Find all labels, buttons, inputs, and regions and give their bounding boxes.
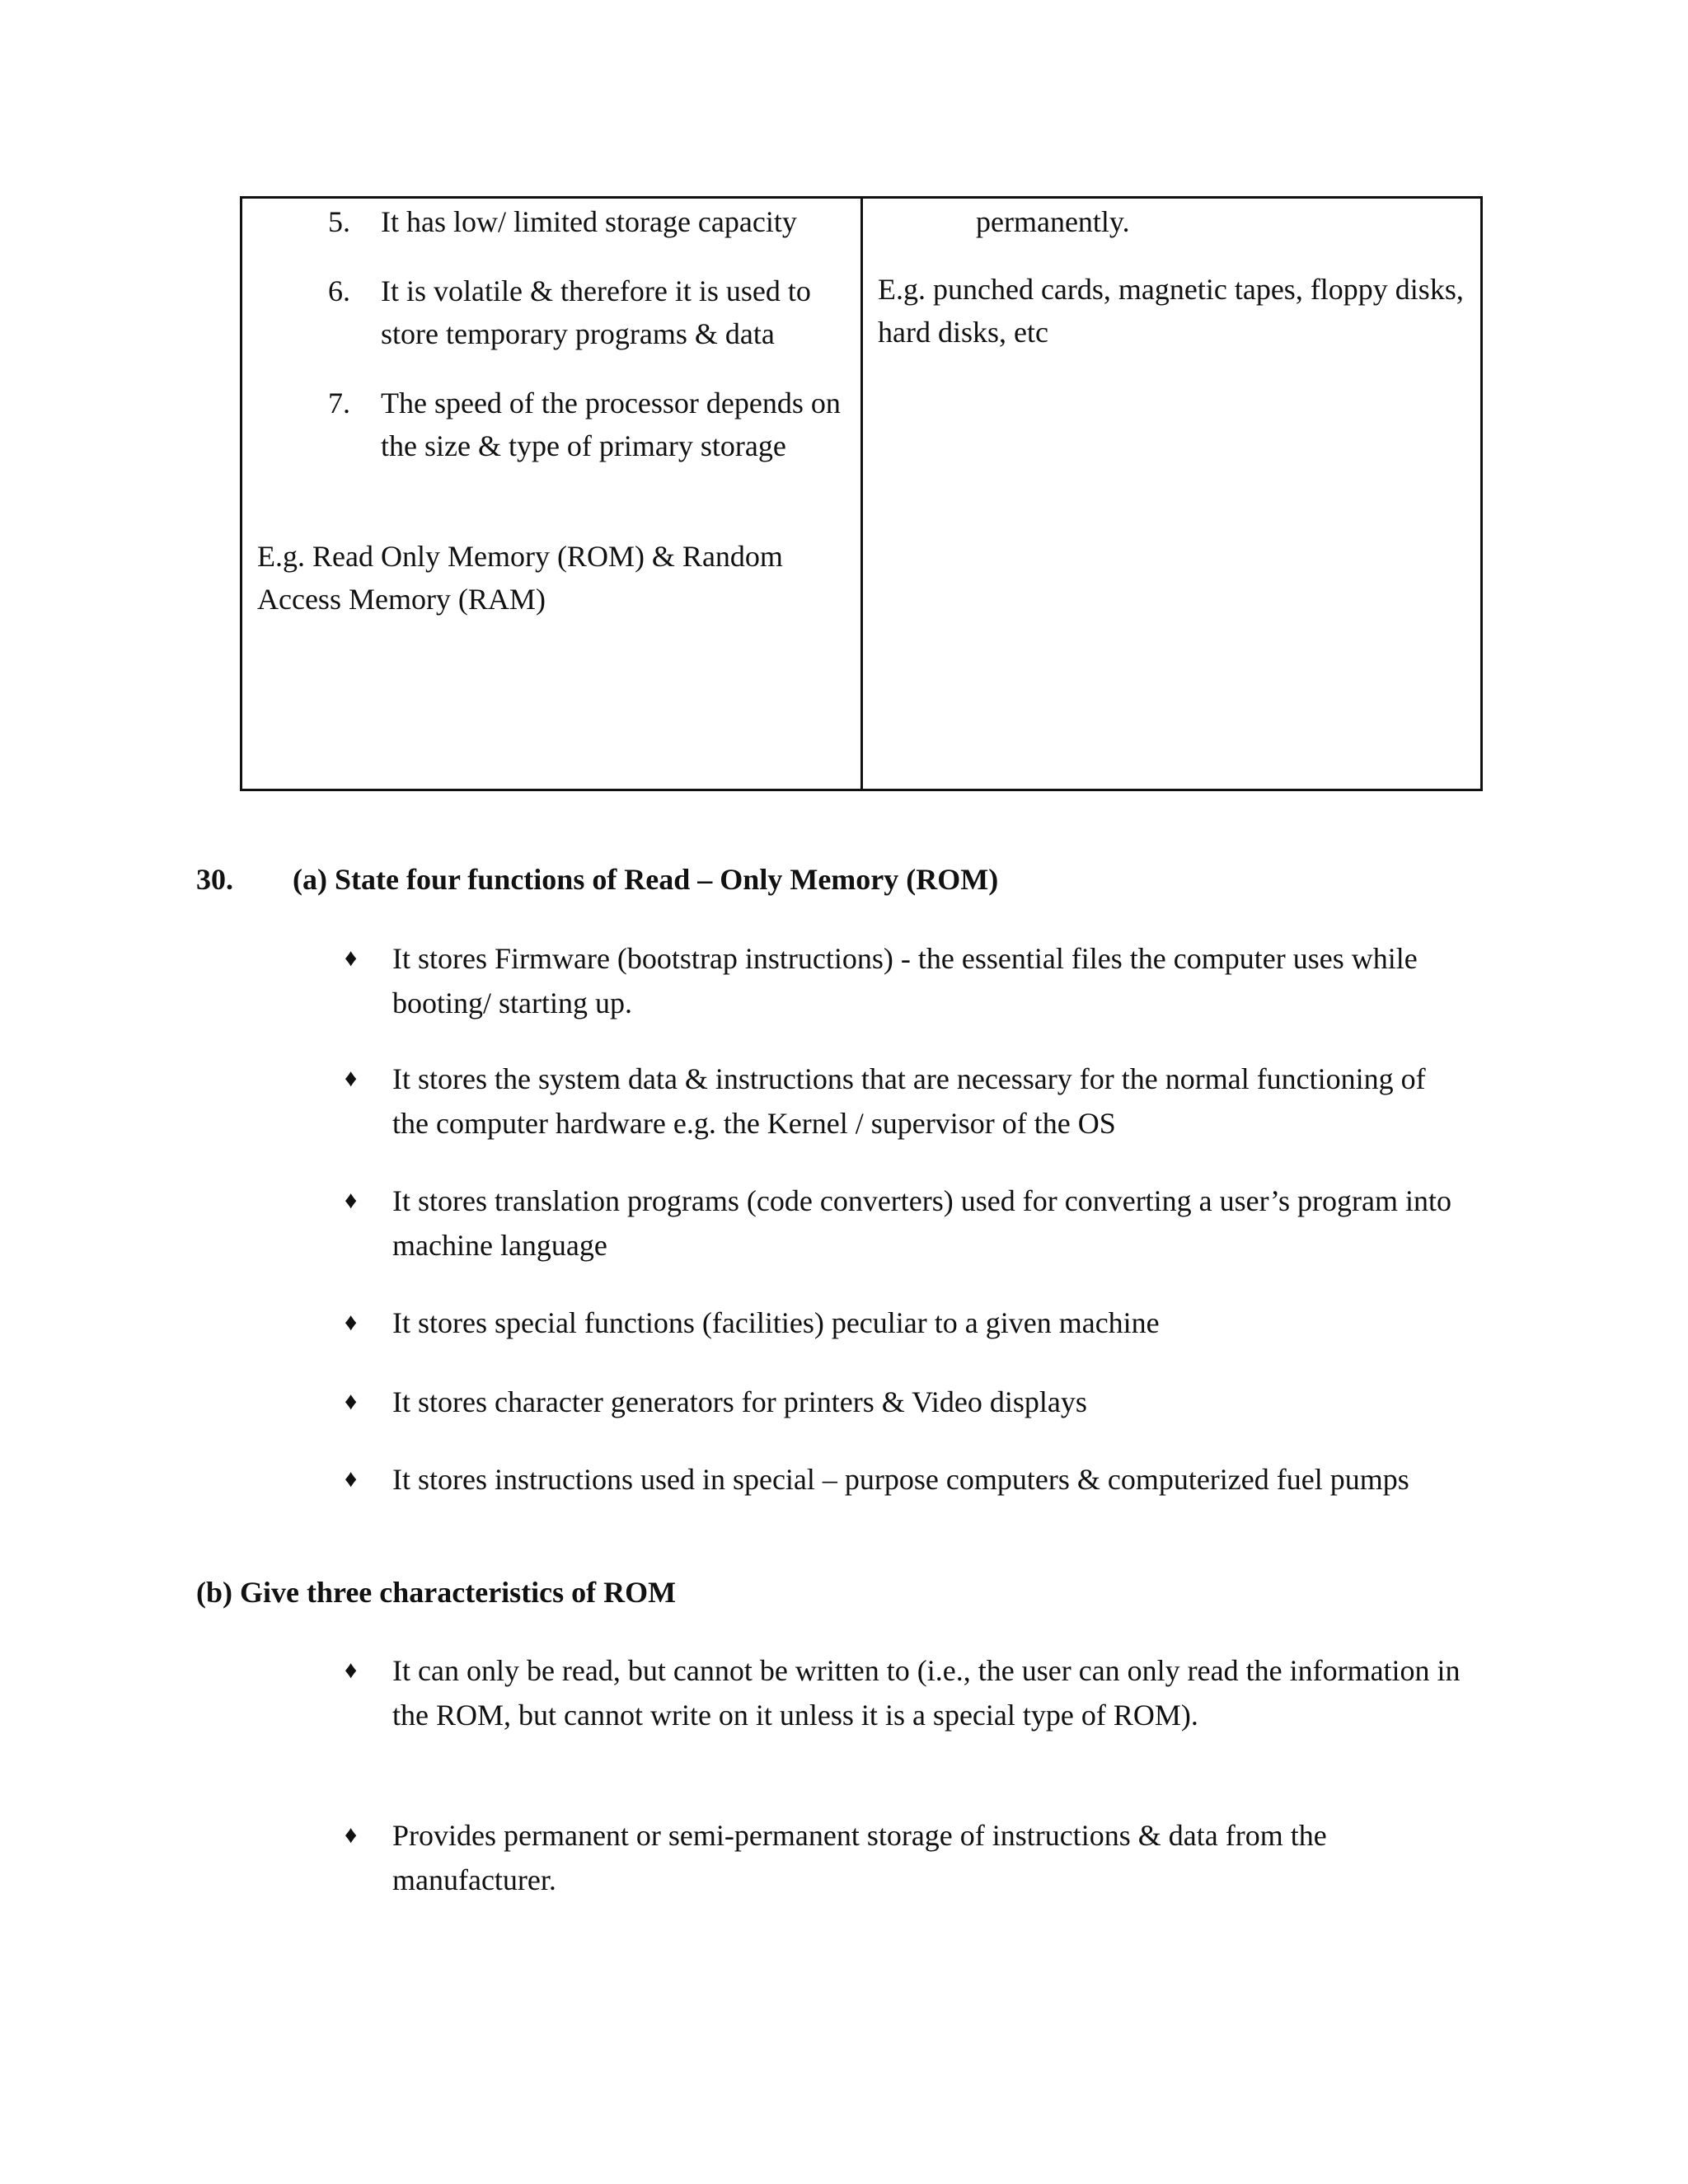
diamond-bullet-icon: ♦	[345, 1465, 358, 1493]
diamond-bullet-icon: ♦	[345, 1388, 358, 1415]
item-text: It has low/ limited storage capacity	[381, 205, 797, 238]
diamond-bullet-icon: ♦	[345, 1065, 358, 1092]
item-text: It is volatile & therefore it is used to store temporary programs & data	[381, 274, 811, 350]
primary-storage-example: E.g. Read Only Memory (ROM) & Random Access Memory (RAM)	[257, 540, 783, 616]
bullet-text: It stores the system data & instructions that are necessary for the normal functioning of the computer hardware e.g. the Kernel / supervisor of the OS	[392, 1062, 1426, 1140]
item-number: 7.	[328, 387, 350, 419]
storage-comparison-table	[240, 196, 1483, 791]
question-part-a-title: (a) State four functions of Read – Only Memory (ROM)	[293, 863, 999, 896]
continued-text: permanently.	[976, 205, 1130, 238]
bullet-text: It can only be read, but cannot be written to (i.e., the user can only read the information in the ROM, but cannot write on it unless it is a special type of ROM).	[392, 1654, 1461, 1732]
diamond-bullet-icon: ♦	[345, 1309, 358, 1336]
diamond-bullet-icon: ♦	[345, 944, 358, 972]
bullet-text: It stores special functions (facilities) peculiar to a given machine	[392, 1306, 1160, 1339]
bullet-text: Provides permanent or semi-permanent storage of instructions & data from the manufacturer.	[392, 1819, 1327, 1896]
question-part-b-title: (b) Give three characteristics of ROM	[196, 1576, 677, 1609]
item-number: 5.	[328, 205, 350, 238]
bullet-text: It stores character generators for printers & Video displays	[392, 1385, 1087, 1418]
item-text: The speed of the processor depends on the size & type of primary storage	[381, 387, 841, 462]
question-number: 30.	[196, 863, 233, 896]
bullet-text: It stores Firmware (bootstrap instructions) - the essential files the computer uses while booting/ starting up.	[392, 942, 1418, 1019]
secondary-storage-example: E.g. punched cards, magnetic tapes, floppy disks, hard disks, etc	[878, 273, 1464, 349]
bullet-text: It stores instructions used in special – purpose computers & computerized fuel pumps	[392, 1463, 1409, 1496]
item-number: 6.	[328, 274, 350, 307]
diamond-bullet-icon: ♦	[345, 1187, 358, 1214]
secondary-storage-column	[863, 199, 1480, 789]
diamond-bullet-icon: ♦	[345, 1821, 358, 1849]
bullet-text: It stores translation programs (code converters) used for converting a user’s program into machine language	[392, 1184, 1451, 1262]
diamond-bullet-icon: ♦	[345, 1657, 358, 1684]
primary-storage-column	[242, 199, 863, 789]
